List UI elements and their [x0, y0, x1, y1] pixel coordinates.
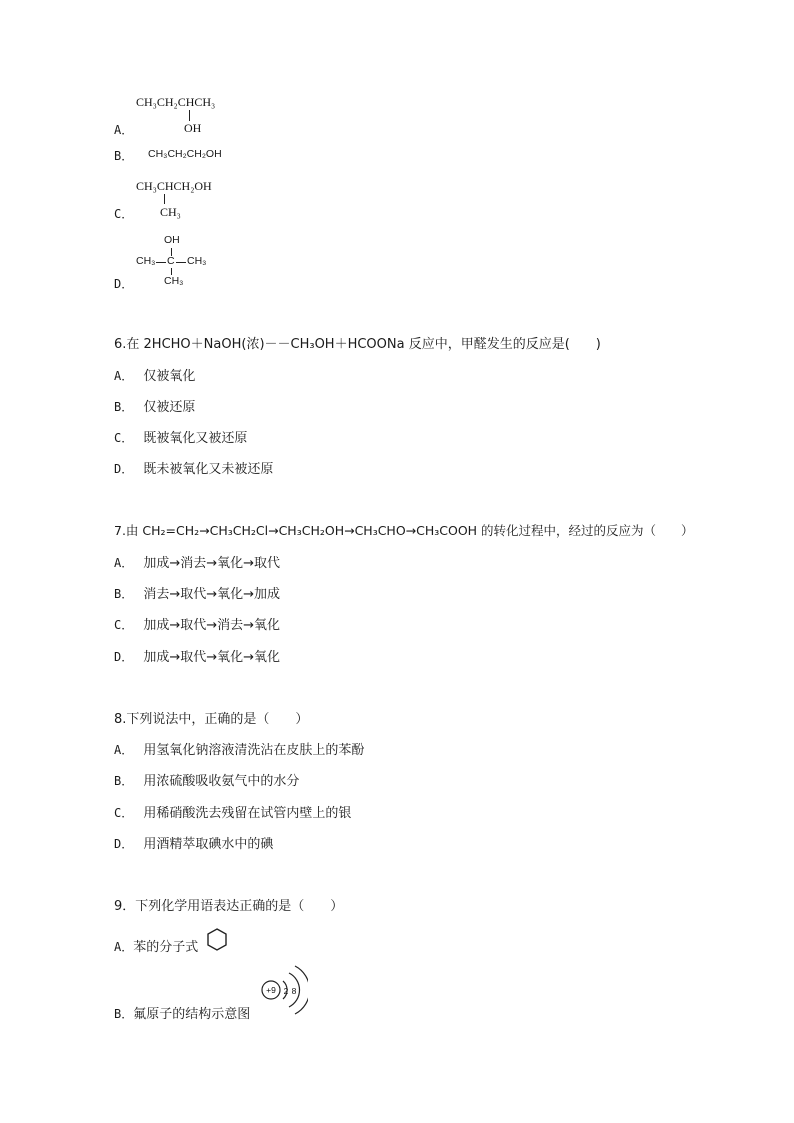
- q7-option-d[interactable]: [114, 646, 280, 665]
- option-text: 用酒精萃取碘水中的碘: [143, 837, 274, 852]
- q5-d-bond-bottom: [171, 268, 172, 275]
- q8-option-d[interactable]: [114, 833, 273, 852]
- q5-c-chain: CH₃CHCH₂OH: [136, 179, 212, 193]
- option-text: 加成→取代→氧化→氧化: [143, 650, 281, 665]
- q6-stem: 6.在 2HCHO＋NaOH(浓)－－CH₃OH＋HCOONa 反应中，甲醛发生的反应是( ): [114, 337, 601, 352]
- option-letter: B．: [114, 400, 134, 414]
- q6-option-a[interactable]: [114, 365, 195, 384]
- option-letter: D．: [114, 650, 134, 664]
- option-letter: C．: [114, 431, 134, 445]
- option-letter: A．: [114, 743, 134, 757]
- q5-c-substituent: CH₃: [160, 205, 181, 219]
- option-letter: A．: [114, 369, 134, 383]
- option-text: 氟原子的结构示意图: [133, 1007, 251, 1022]
- option-letter: D．: [114, 462, 134, 476]
- q7-option-b[interactable]: [114, 583, 280, 602]
- q5-d-bond-left: [156, 262, 166, 263]
- q5-b-formula: CH₃CH₂CH₂OH: [148, 148, 222, 160]
- q5-b-letter: B．: [114, 149, 134, 163]
- shell-1-count: 2: [283, 986, 289, 996]
- option-text: 用浓硫酸吸收氨气中的水分: [143, 774, 300, 789]
- q5-d-left-ch3: CH₃: [136, 255, 156, 267]
- q7-option-c[interactable]: [114, 614, 280, 633]
- option-text: 既未被氧化又未被还原: [143, 462, 274, 477]
- option-letter: D．: [114, 837, 134, 851]
- q5-a-chain: CH₃CH₂CHCH₃: [136, 95, 216, 109]
- q5-a-substituent: OH: [184, 121, 202, 135]
- option-text: 加成→取代→消去→氧化: [143, 618, 281, 633]
- option-letter: A．: [114, 940, 134, 954]
- option-letter: C．: [114, 806, 134, 820]
- option-text: 既被氧化又被还原: [143, 431, 248, 446]
- option-text: 用氢氧化钠溶液清洗沾在皮肤上的苯酚: [143, 743, 365, 758]
- option-letter: A．: [114, 556, 134, 570]
- q6-option-d[interactable]: [114, 458, 273, 477]
- q6-option-c[interactable]: [114, 427, 247, 446]
- q5-a-bond: [189, 110, 190, 121]
- q5-c-letter: C．: [114, 207, 134, 221]
- option-letter: B．: [114, 774, 134, 788]
- option-text: 苯的分子式: [133, 940, 199, 955]
- q5-d-carbon: C: [167, 255, 175, 267]
- option-text: 用稀硝酸洗去残留在试管内壁上的银: [143, 806, 352, 821]
- option-text: 消去→取代→氧化→加成: [143, 587, 281, 602]
- nucleus-charge: +9: [266, 985, 276, 995]
- shell-2-count: 8: [291, 986, 297, 996]
- option-text: 仅被氧化: [143, 369, 196, 384]
- option-letter: C．: [114, 618, 134, 632]
- option-letter: B．: [114, 1007, 134, 1021]
- q8-option-b[interactable]: [114, 770, 299, 789]
- q8-stem: 8.下列说法中，正确的是（ ）: [114, 712, 309, 727]
- q5-d-bond-right: [176, 262, 186, 263]
- q5-d-right-ch3: CH₃: [187, 255, 207, 267]
- q5-d-bottom-ch3: CH₃: [164, 275, 184, 287]
- q5-d-oh: OH: [164, 234, 180, 246]
- q9-stem: 9．下列化学用语表达正确的是（ ）: [114, 899, 344, 914]
- option-letter: B．: [114, 587, 134, 601]
- q8-option-a[interactable]: [114, 739, 364, 758]
- q5-d-letter: D．: [114, 277, 134, 291]
- q7-stem: 7.由 CH₂=CH₂→CH₃CH₂Cl→CH₃CH₂OH→CH₃CHO→CH₃COOH 的转化过程中，经过的反应为（ ）: [114, 523, 694, 538]
- benzene-ring-icon: [205, 927, 229, 953]
- fluorine-atom-diagram-icon: [256, 962, 308, 1018]
- q6-option-b[interactable]: [114, 396, 195, 415]
- option-text: 仅被还原: [143, 400, 196, 415]
- q5-a-letter: A．: [114, 123, 134, 137]
- option-text: 加成→消去→氧化→取代: [143, 556, 281, 571]
- q7-option-a[interactable]: [114, 552, 280, 571]
- q8-option-c[interactable]: [114, 802, 351, 821]
- q5-c-bond: [164, 194, 165, 204]
